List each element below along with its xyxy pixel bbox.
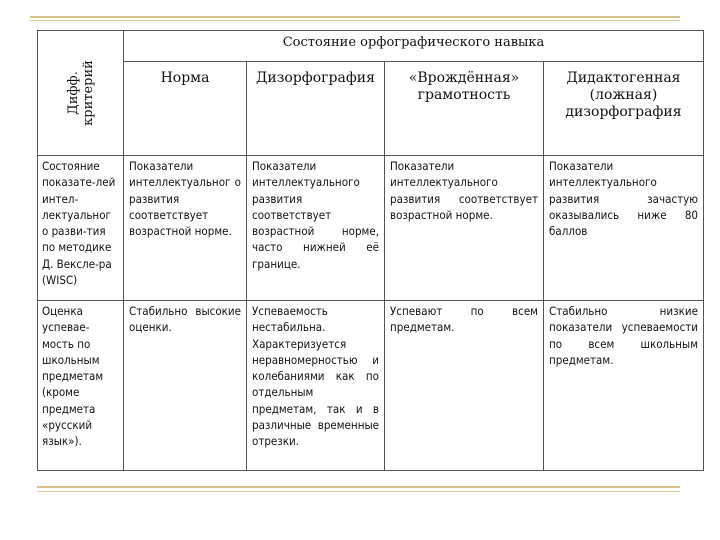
criterion-header-line2: критерий xyxy=(80,60,96,126)
column-header-innate-literacy: «Врождённая» грамотность xyxy=(385,62,544,156)
table-row xyxy=(38,156,704,301)
criterion-header-line1: Дифф. xyxy=(65,71,81,115)
row-criterion: Состояние показате-лей интел-лектуальног о разви-тия по методике Д. Вексле-ра (WISC) xyxy=(38,156,124,301)
table-cell: Стабильно высокие оценки. xyxy=(124,301,247,471)
table-cell: Показатели интеллектуальног о развития соответствует возрастной норме. xyxy=(124,156,247,301)
table-cell: Успевают по всем предметам. xyxy=(385,301,544,471)
table-cell: Успеваемость нестабильна. Характеризуется неравномерностью и колебаниями как по отдельным предметам, так и в различные временные отрезки. xyxy=(247,301,385,471)
table-cell: Стабильно низкие показатели успеваемости по всем школьным предметам. xyxy=(544,301,704,471)
bottom-decorative-rule-thin xyxy=(37,491,680,492)
table-row xyxy=(38,301,704,471)
table-cell: Показатели интеллектуального развития соответствует возрастной норме. xyxy=(385,156,544,301)
criterion-header xyxy=(66,60,96,126)
top-decorative-rule xyxy=(30,16,680,18)
column-header-dysorthography: Дизорфография xyxy=(247,62,385,156)
spelling-skill-table xyxy=(37,30,704,471)
row-criterion: Оценка успевае-мость по школьным предметам (кроме предмета «русский язык»). xyxy=(38,301,124,471)
top-decorative-rule-thin xyxy=(30,20,680,21)
criterion-header-cell xyxy=(38,31,124,156)
group-title: Состояние орфографического навыка xyxy=(124,31,704,62)
table-cell: Показатели интеллектуального развития соответствует возрастной норме, часто нижней её границе. xyxy=(247,156,385,301)
bottom-decorative-rule xyxy=(37,486,680,488)
column-header-norm: Норма xyxy=(124,62,247,156)
column-header-didactogenic: Дидактогенная (ложная) дизорфография xyxy=(544,62,704,156)
table-cell: Показатели интеллектуального развития зачастую оказывались ниже 80 баллов xyxy=(544,156,704,301)
